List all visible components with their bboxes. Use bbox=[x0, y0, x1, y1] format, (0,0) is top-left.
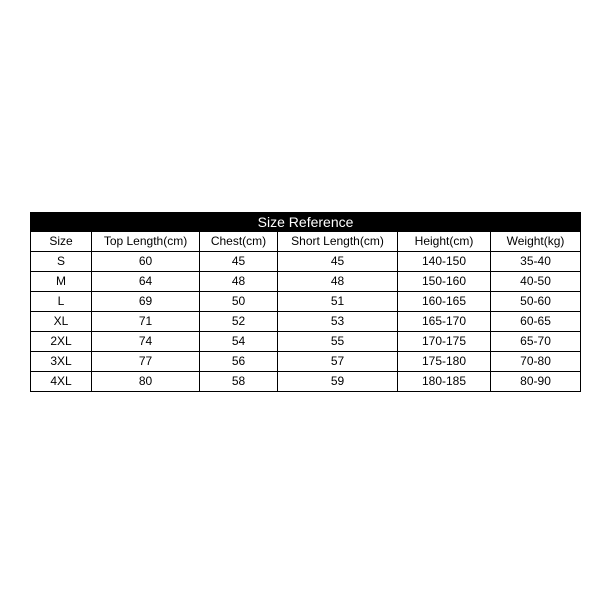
cell-top-length: 71 bbox=[92, 312, 200, 332]
cell-chest: 48 bbox=[200, 272, 278, 292]
cell-chest: 56 bbox=[200, 352, 278, 372]
cell-height: 150-160 bbox=[398, 272, 491, 292]
cell-top-length: 60 bbox=[92, 252, 200, 272]
cell-short-length: 59 bbox=[278, 372, 398, 392]
cell-weight: 80-90 bbox=[491, 372, 581, 392]
cell-height: 180-185 bbox=[398, 372, 491, 392]
cell-top-length: 64 bbox=[92, 272, 200, 292]
table-row bbox=[31, 312, 581, 332]
cell-weight: 50-60 bbox=[491, 292, 581, 312]
cell-size: S bbox=[31, 252, 92, 272]
cell-chest: 54 bbox=[200, 332, 278, 352]
cell-chest: 50 bbox=[200, 292, 278, 312]
cell-short-length: 55 bbox=[278, 332, 398, 352]
table-row bbox=[31, 272, 581, 292]
cell-height: 170-175 bbox=[398, 332, 491, 352]
cell-chest: 45 bbox=[200, 252, 278, 272]
cell-size: M bbox=[31, 272, 92, 292]
header-top-length: Top Length(cm) bbox=[92, 232, 200, 252]
cell-height: 175-180 bbox=[398, 352, 491, 372]
header-chest: Chest(cm) bbox=[200, 232, 278, 252]
cell-size: 3XL bbox=[31, 352, 92, 372]
cell-size: 2XL bbox=[31, 332, 92, 352]
cell-weight: 60-65 bbox=[491, 312, 581, 332]
cell-size: XL bbox=[31, 312, 92, 332]
cell-top-length: 80 bbox=[92, 372, 200, 392]
cell-weight: 70-80 bbox=[491, 352, 581, 372]
cell-short-length: 57 bbox=[278, 352, 398, 372]
cell-size: L bbox=[31, 292, 92, 312]
cell-short-length: 53 bbox=[278, 312, 398, 332]
cell-top-length: 69 bbox=[92, 292, 200, 312]
cell-chest: 58 bbox=[200, 372, 278, 392]
table-header-row bbox=[31, 232, 581, 252]
table-row bbox=[31, 292, 581, 312]
cell-height: 165-170 bbox=[398, 312, 491, 332]
header-weight: Weight(kg) bbox=[491, 232, 581, 252]
table-row bbox=[31, 372, 581, 392]
cell-height: 140-150 bbox=[398, 252, 491, 272]
cell-weight: 65-70 bbox=[491, 332, 581, 352]
header-short-length: Short Length(cm) bbox=[278, 232, 398, 252]
header-size: Size bbox=[31, 232, 92, 252]
cell-top-length: 77 bbox=[92, 352, 200, 372]
cell-top-length: 74 bbox=[92, 332, 200, 352]
table-row bbox=[31, 252, 581, 272]
cell-chest: 52 bbox=[200, 312, 278, 332]
cell-short-length: 45 bbox=[278, 252, 398, 272]
table-title-row bbox=[31, 213, 581, 232]
header-height: Height(cm) bbox=[398, 232, 491, 252]
size-reference-table bbox=[30, 212, 581, 392]
cell-weight: 35-40 bbox=[491, 252, 581, 272]
cell-height: 160-165 bbox=[398, 292, 491, 312]
cell-short-length: 51 bbox=[278, 292, 398, 312]
table-row bbox=[31, 332, 581, 352]
cell-short-length: 48 bbox=[278, 272, 398, 292]
table-row bbox=[31, 352, 581, 372]
cell-size: 4XL bbox=[31, 372, 92, 392]
table-title: Size Reference bbox=[31, 213, 581, 232]
cell-weight: 40-50 bbox=[491, 272, 581, 292]
